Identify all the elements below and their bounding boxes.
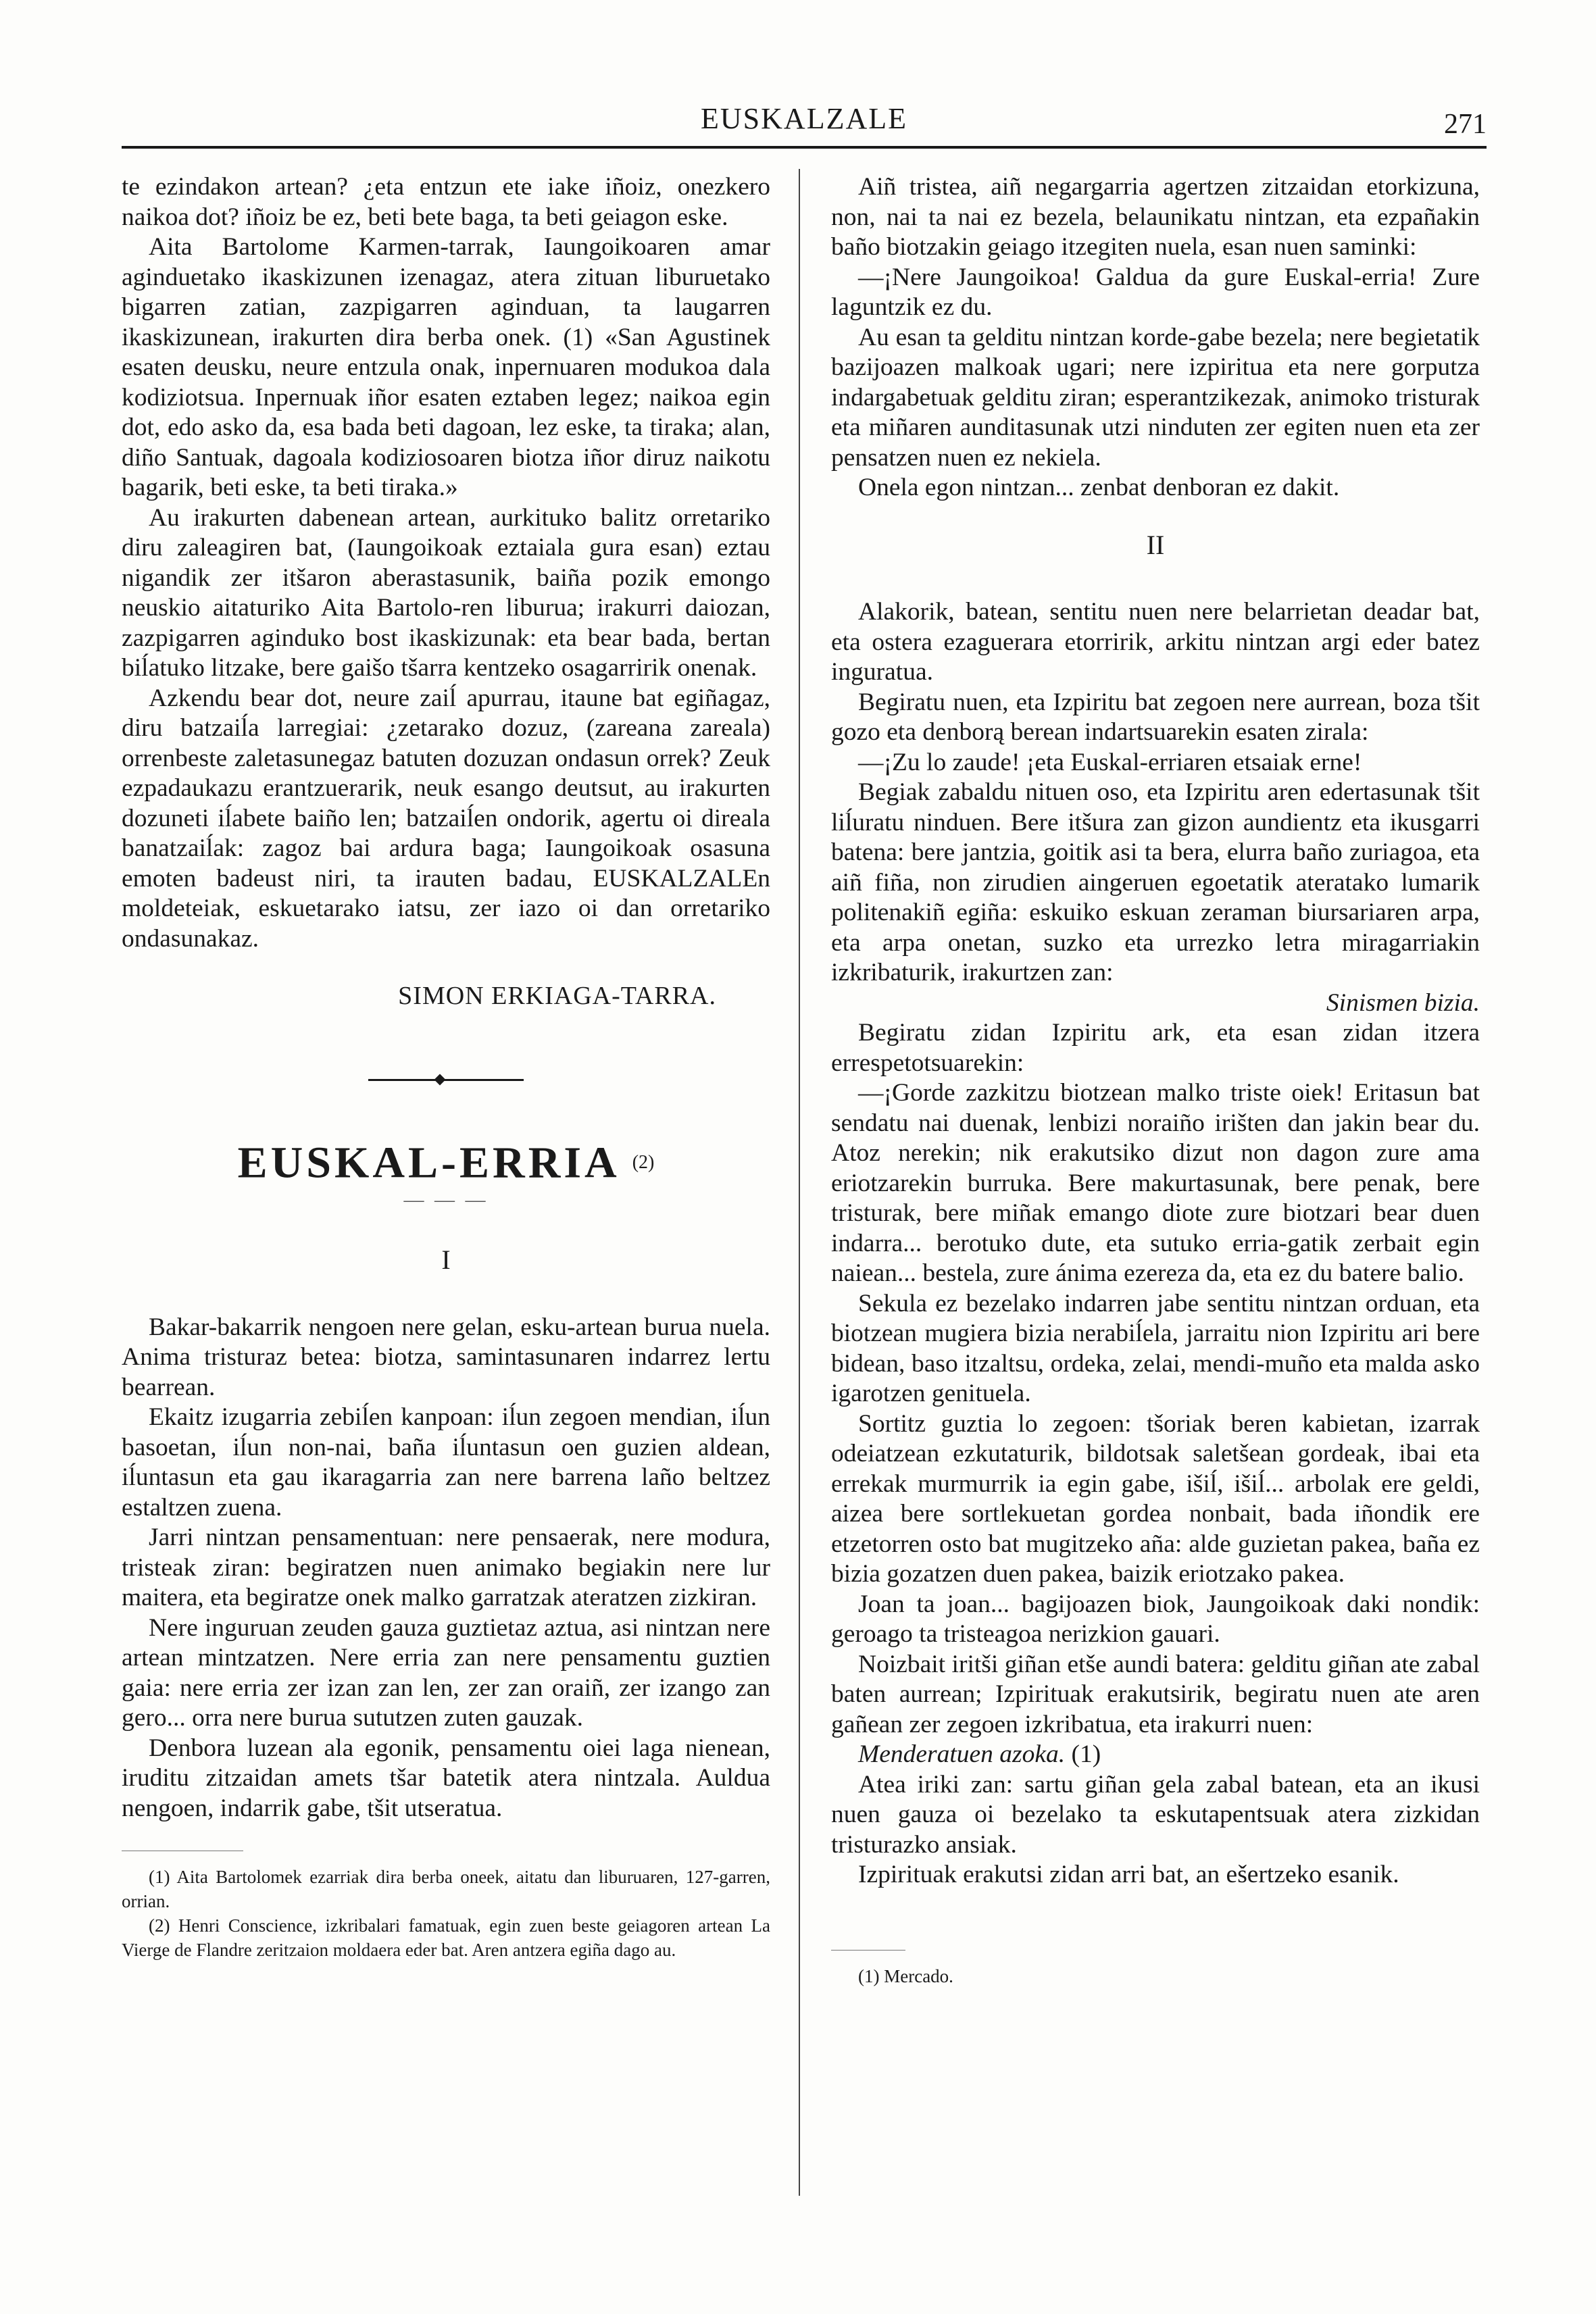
ornament-divider <box>368 1076 524 1084</box>
paragraph: te ezindakon artean? ¿eta entzun ete iake iñoiz, onezkero naikoa dot? iñoiz be ez, beti bete baga, ta beti geiagon eske. <box>122 173 770 231</box>
page-header <box>122 101 1487 142</box>
footnote: (1) Mercado. <box>858 1965 953 1986</box>
header-rule <box>122 146 1487 149</box>
paragraph: Nere inguruan zeuden gauza guztietaz aztua, asi nintzan nere artean mintzatzen. Nere erria zan nere pensamentu guztien gaia: nere erria zer izan zan len, zer zan oraiñ, zer izango zan gero... orra nere burua sututzen zuten gauzak. <box>122 1613 770 1732</box>
inscription <box>831 988 1480 1019</box>
paragraph: Izpirituak erakutsi zidan arri bat, an ešertzeko esanik. <box>858 1861 1399 1888</box>
column-divider <box>799 169 800 2196</box>
paragraph: —¡Zu lo zaude! ¡eta Euskal-erriaren etsaiak erne! <box>858 748 1362 776</box>
title-rule: — — — <box>403 1188 489 1211</box>
footnote-ref: (1) <box>1071 1740 1101 1768</box>
section-number: II <box>1146 529 1165 560</box>
paragraph: Au esan ta gelditu nintzan korde-gabe bezela; nere begietatik bazijoazen malkoak ugari; nere izpiritua eta nere gorputza indargabetuak gelditu ziran; esperantzikezak, animoko tristurak eta miñaren aunditasunak utzi ninduten zer egiten nuen eta zer pensatzen nuen ez nekiela. <box>831 323 1480 472</box>
inscription <box>831 1740 1480 1770</box>
paragraph: Denbora luzean ala egonik, pensamentu oiei laga nienean, iruditu zitzaidan amets tšar batetik atera nintzala. Auldua nengoen, indarrik gabe, tšit utseratua. <box>122 1734 770 1822</box>
paragraph: Azkendu bear dot, neure zaiĺ apurrau, itaune bat egiñagaz, diru batzaiĺa larregiai: ¿zetarako dozuz, (zareana zareala) orrenbeste zaletasunegaz batuten dozuzan ondasun orrek? Zeuk ezpadaukazu erantzuerarik, neuk esango deutsut, au irakurten dozuneti iĺabete baiño len; batzaiĺen ondorik, agertu oi direala banatzaiĺak: zagoz bai ardura baga; Iaungoikoak osasuna emoten badeust niri, ta irauten badau, EUSKALZALEn moldeteiak, eskuetarako iatsu, zer iazo oi dan orretariko ondasunakaz. <box>122 684 770 953</box>
right-column <box>831 172 1480 1988</box>
paragraph: Joan ta joan... bagijoazen biok, Jaungoikoak daki nondik: geroago ta tristeagoa nerizkion gauari. <box>831 1590 1480 1648</box>
paragraph: Onela egon nintzan... zenbat denboran ez dakit. <box>858 474 1340 501</box>
paragraph: Noizbait iritši giñan etše aundi batera: gelditu giñan ate zabal baten aurrean; Izpirituak erakutsirik, begiratu nuen ate aren gañean zer zegoen izkribatua, eta irakurri nuen: <box>831 1650 1480 1738</box>
inscription-text: Sinismen bizia. <box>1326 988 1480 1017</box>
paragraph: Aiñ tristea, aiñ negargarria agertzen zitzaidan etorkizuna, non, nai ta nai ez bezela, belaunikatu nintzan, eta ezpañakin baño biotzakin geiago itzegiten nuela, esan nuen saminki: <box>831 173 1480 261</box>
paragraph: Begiratu nuen, eta Izpiritu bat zegoen nere aurrean, boza tšit gozo eta denborą berean indartsuarekin esaten zirala: <box>831 688 1480 746</box>
article-title: EUSKAL-ERRIA <box>237 1138 620 1187</box>
paragraph: Jarri nintzan pensamentuan: nere pensaerak, nere modura, tristeak ziran: begiratzen nuen animako begiakin nere lur maitera, eta begiratze onek malko garratzak ateratzen zizkiran. <box>122 1524 770 1611</box>
paragraph: —¡Nere Jaungoikoa! Galdua da gure Euskal-erria! Zure laguntzik ez du. <box>831 263 1480 321</box>
footnote-rule <box>831 1950 905 1951</box>
paragraph: Aita Bartolome Karmen-tarrak, Iaungoikoaren amar aginduetako ikaskizunen izenagaz, atera zituan liburuetako bigarren zatian, zazpigarren aginduan, ta laugarren ikaskizunean, irakurten dira berba onek. (1) «San Agustinek esaten deusku, neure entzula onak, inpernuaren modukoa dala kodiziotsua. Inpernuak iñor esaten eztaben legez; naikoa egin dot, edo asko da, esa bada beti dagoan, lez eske, ta tiraka; alan, diño Santuak, dagoala kodiziosoaren biotza iñor diruz naikotu bagarik, beti eske, ta beti tiraka.» <box>122 233 770 501</box>
section-number: I <box>441 1244 451 1275</box>
footnote: (2) Henri Conscience, izkribalari famatuak, egin zuen beste geiagoren artean La Vierge de Flandre zeritzaion moldaera eder bat. Aren antzera egiña dago au. <box>122 1915 770 1960</box>
paragraph: Begiratu zidan Izpiritu ark, eta esan zidan itzera errespetotsuarekin: <box>831 1019 1480 1077</box>
article-title-block <box>122 1138 770 1187</box>
title-footnote-ref: (2) <box>632 1151 655 1173</box>
left-column <box>122 172 770 1962</box>
paragraph: Bakar-bakarrik nengoen nere gelan, esku-artean burua nuela. Anima tristuraz betea: biotza, samintasunaren indarrez lertu bearrean. <box>122 1313 770 1401</box>
author-signature: SIMON ERKIAGA-TARRA. <box>398 982 716 1010</box>
inscription-text: Menderatuen azoka. <box>858 1740 1066 1768</box>
page-number: 271 <box>1444 109 1487 140</box>
paragraph: Au irakurten dabenean artean, aurkituko balitz orretariko diru zaleagiren bat, (Iaungoikoak eztaiala gura esan) eztau nigandik zer itšaron aberastasunik, baiña pozik emongo neuskio aitaturiko Aita Bartolo-ren liburua; irakurri daiozan, zazpigarren aginduko bost ikaskizunak: eta bear bada, bertan biĺatuko litzake, bere gaišo tšarra kentzeko osagarririk onenak. <box>122 503 770 682</box>
paragraph: Ekaitz izugarria zebiĺen kanpoan: iĺun zegoen mendian, iĺun basoetan, iĺun non-nai, baña iĺuntasun oen guzien aldean, iĺuntasun eta gau ikaragarria zan nere barrena laño beltzez estaltzen zuena. <box>122 1403 770 1521</box>
running-head: EUSKALZALE <box>701 102 907 135</box>
paragraph: Begiak zabaldu nituen oso, eta Izpiritu aren edertasunak tšit liĺuratu ninduen. Bere itšura zan gizon aundientz eta ikusgarri batena: bere jantzia, goitik asi ta bera, elurra baño zuriagoa, eta aiñ fiña, non zirudien aingeruen egoetatik ateratako lumarik politenakiñ egiña: eskuiko eskuan zeraman biursariaren arpa, eta arpa onetan, suzko eta urrezko letra miragarriakin izkribaturik, irakurtzen zan: <box>831 778 1480 986</box>
footnote: (1) Aita Bartolomek ezarriak dira berba oneek, aitatu dan liburuaren, 127-garren, orrian. <box>122 1867 770 1911</box>
paragraph: Sortitz guztia lo zegoen: tšoriak beren kabietan, izarrak odeiatzean ezkutaturik, bildotsak saletšean gordeak, ibai eta errekak murmurrik ia egin gabe, išiĺ, išiĺ... arbolak ere geldi, aizea bere sortlekuetan gordea nonbait, bada iñondik ere etzetorren osto bat mugitzeko aña: alde guzietan pakea, baña ez bizia gozatzen duen pakea, baizik eriotzako pakea. <box>831 1409 1480 1588</box>
paragraph: Atea iriki zan: sartu giñan gela zabal batean, eta an ikusi nuen gauza oi bezelako ta eskutapentsuak atera zizkidan tristurazko ansiak. <box>831 1770 1480 1859</box>
paragraph: Alakorik, batean, sentitu nuen nere belarrietan deadar bat, eta ostera ezaguerara etorririk, arkitu nintzan argi eder batez inguratua. <box>831 598 1480 686</box>
paragraph: Sekula ez bezelako indarren jabe sentitu nintzan orduan, eta biotzean mugiera bizia nerabiĺela, jarraitu nion Izpiritu ari bere bidean, baso itzaltsu, ordeka, zelai, mendi-muño eta malda asko igarotzen genituela. <box>831 1289 1480 1407</box>
paragraph: —¡Gorde zazkitzu biotzean malko triste oiek! Eritasun bat sendatu nai duenak, lenbizi noraiño irišten dan jakin bear du. Atoz nerekin; nik erakutsiko dizut non dagon zure ama eriotzarekin burruka. Bere makurtasunak, bere penak, bere tristurak, bere miñak emango diote zure biotzari bear duen indarra... berotuko dute, eta sutuko erria-gatik zerbait egin naiean... bestela, zure ánima ezereza da, eta ez du batere balio. <box>831 1079 1480 1287</box>
